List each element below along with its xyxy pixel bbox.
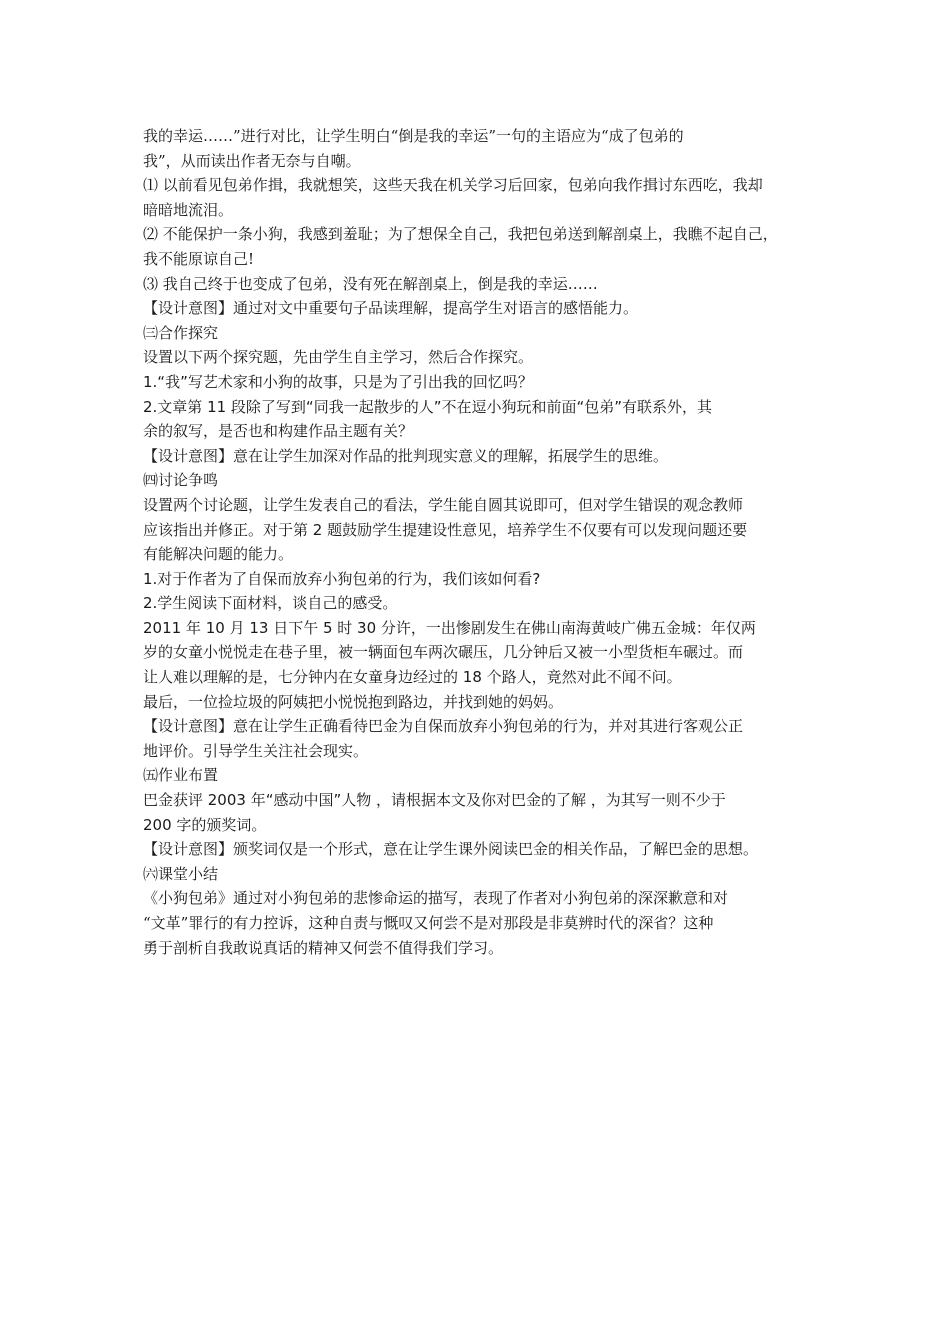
question-item: 1.对于作者为了自保而放弃小狗包弟的行为，我们该如何看? xyxy=(143,569,541,588)
text-line: 我的幸运……”进行对比，让学生明白“倒是我的幸运”一句的主语应为“成了包弟的 xyxy=(143,127,684,145)
design-intent-line: 【设计意图】意在让学生加深对作品的批判现实意义的理解，拓展学生的思维。 xyxy=(143,446,669,465)
text-line: 地评价。引导学生关注社会现实。 xyxy=(143,741,369,760)
section-heading: ㈢合作探究 xyxy=(143,323,219,342)
question-item: 1.“我”写艺术家和小狗的故事，只是为了引出我的回忆吗？ xyxy=(143,372,533,391)
text-line: 余的叙写，是否也和构建作品主题有关？ xyxy=(143,422,414,441)
material-line: 让人难以理解的是，七分钟内在女童身边经过的 18 个路人，竟然对此不闻不问。 xyxy=(143,668,682,687)
question-item: 2.文章第 11 段除了写到“同我一起散步的人”不在逗小狗玩和前面“包弟”有联系外，其 xyxy=(143,397,713,416)
text-line: 我”，从而读出作者无奈与自嘲。 xyxy=(143,151,361,170)
design-intent-line: 【设计意图】颁奖词仅是一个形式，意在让学生课外阅读巴金的相关作品，了解巴金的思想。 xyxy=(143,840,759,859)
text-line: 巴金获评 2003 年“感动中国”人物 ，请根据本文及你对巴金的了解 ，为其写一则不少于 xyxy=(143,791,726,810)
text-line: 暗暗地流泪。 xyxy=(143,200,234,219)
text-line: “文革”罪行的有力控诉，这种自责与慨叹又何尝不是对那段是非莫辨时代的深省？这种 xyxy=(143,914,714,932)
text-line: 应该指出并修正。对于第 2 题鼓励学生提建设性意见，培养学生不仅要有可以发现问题还要 xyxy=(143,520,748,539)
text-line: 设置以下两个探究题，先由学生自主学习，然后合作探究。 xyxy=(143,348,534,367)
text-line: ⑵ 不能保护一条小狗，我感到羞耻；为了想保全自己，我把包弟送到解剖桌上，我瞧不起自己， xyxy=(143,225,778,244)
material-line: 2011 年 10 月 13 日下午 5 时 30 分许，一出惨剧发生在佛山南海黄岐广佛五金城：年仅两 xyxy=(143,618,756,637)
design-intent-line: 【设计意图】意在让学生正确看待巴金为自保而放弃小狗包弟的行为，并对其进行客观公正 xyxy=(143,717,744,736)
document-body xyxy=(143,124,811,960)
section-heading: ㈤作业布置 xyxy=(143,766,219,785)
material-line: 岁的女童小悦悦走在巷子里，被一辆面包车两次碾压，几分钟后又被一小型货柜车碾过。而 xyxy=(143,643,744,662)
text-line: 设置两个讨论题，让学生发表自己的看法，学生能自圆其说即可，但对学生错误的观念教师 xyxy=(143,495,744,514)
text-line: 我不能原谅自己! xyxy=(143,249,255,268)
text-line: 《小狗包弟》通过对小狗包弟的悲惨命运的描写，表现了作者对小狗包弟的深深歉意和对 xyxy=(143,889,729,908)
text-line: 200 字的颁奖词。 xyxy=(143,815,267,834)
text-line: 有能解决问题的能力。 xyxy=(143,545,294,564)
text-line: ⑶ 我自己终于也变成了包弟，没有死在解剖桌上，倒是我的幸运…… xyxy=(143,274,598,293)
material-line: 最后，一位捡垃圾的阿姨把小悦悦抱到路边，并找到她的妈妈。 xyxy=(143,692,564,711)
section-heading: ㈣讨论争鸣 xyxy=(143,471,219,490)
section-heading: ㈥课堂小结 xyxy=(143,864,219,883)
design-intent-line: 【设计意图】通过对文中重要句子品读理解，提高学生对语言的感悟能力。 xyxy=(143,299,639,318)
text-line: ⑴ 以前看见包弟作揖，我就想笑，这些天我在机关学习后回家，包弟向我作揖讨东西吃，我却 xyxy=(143,176,763,195)
text-line: 勇于剖析自我敢说真话的精神又何尝不值得我们学习。 xyxy=(143,938,504,957)
question-item: 2.学生阅读下面材料，谈自己的感受。 xyxy=(143,594,398,613)
